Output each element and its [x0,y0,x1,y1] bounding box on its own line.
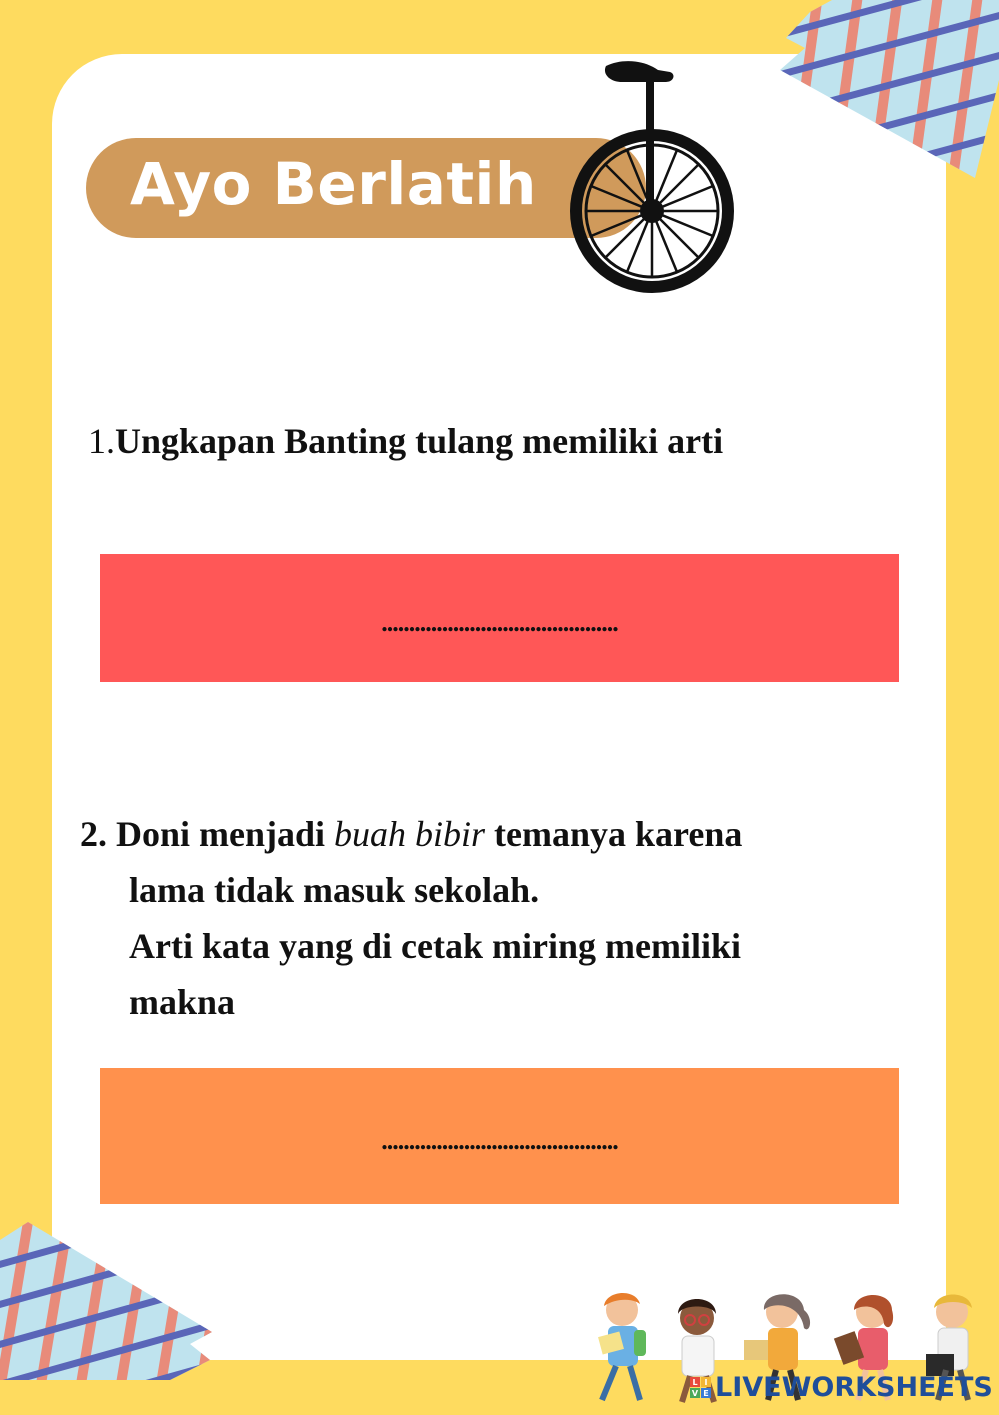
answer-2-field[interactable] [100,1068,899,1204]
answer-2-placeholder: ........................................... [381,1126,618,1155]
question-1-number: 1. [88,421,115,461]
unicycle-icon [562,58,744,302]
question-2-text-after: temanya karena [485,814,743,854]
question-2-text-before: Doni menjadi [107,814,335,854]
logo-letter-l: L [690,1377,700,1387]
question-2-italic-phrase: buah bibir [334,814,486,854]
answer-1-placeholder: ........................................... [381,608,618,637]
logo-letter-i: I [701,1377,711,1387]
question-2-line-2: lama tidak masuk sekolah. [129,870,540,910]
logo-letter-v: V [691,1388,699,1398]
question-2-line-3: Arti kata yang di cetak miring memiliki [129,926,741,966]
liveworksheets-watermark [690,1372,993,1403]
washi-tape-top-right [780,0,999,180]
question-2 [80,806,880,1030]
question-1-text: Ungkapan Banting tulang memiliki arti [115,421,724,461]
logo-letter-e: E [701,1388,711,1398]
page-title: Ayo Berlatih [130,150,537,218]
watermark-text: LIVEWORKSHEETS [715,1372,993,1403]
question-2-line-4: makna [129,982,236,1022]
question-1 [88,420,723,462]
liveworksheets-logo-icon [690,1377,711,1398]
answer-1-field[interactable] [100,554,899,682]
question-2-line-1 [80,806,880,862]
question-2-number: 2. [80,814,107,854]
washi-tape-bottom-left [0,1220,215,1380]
